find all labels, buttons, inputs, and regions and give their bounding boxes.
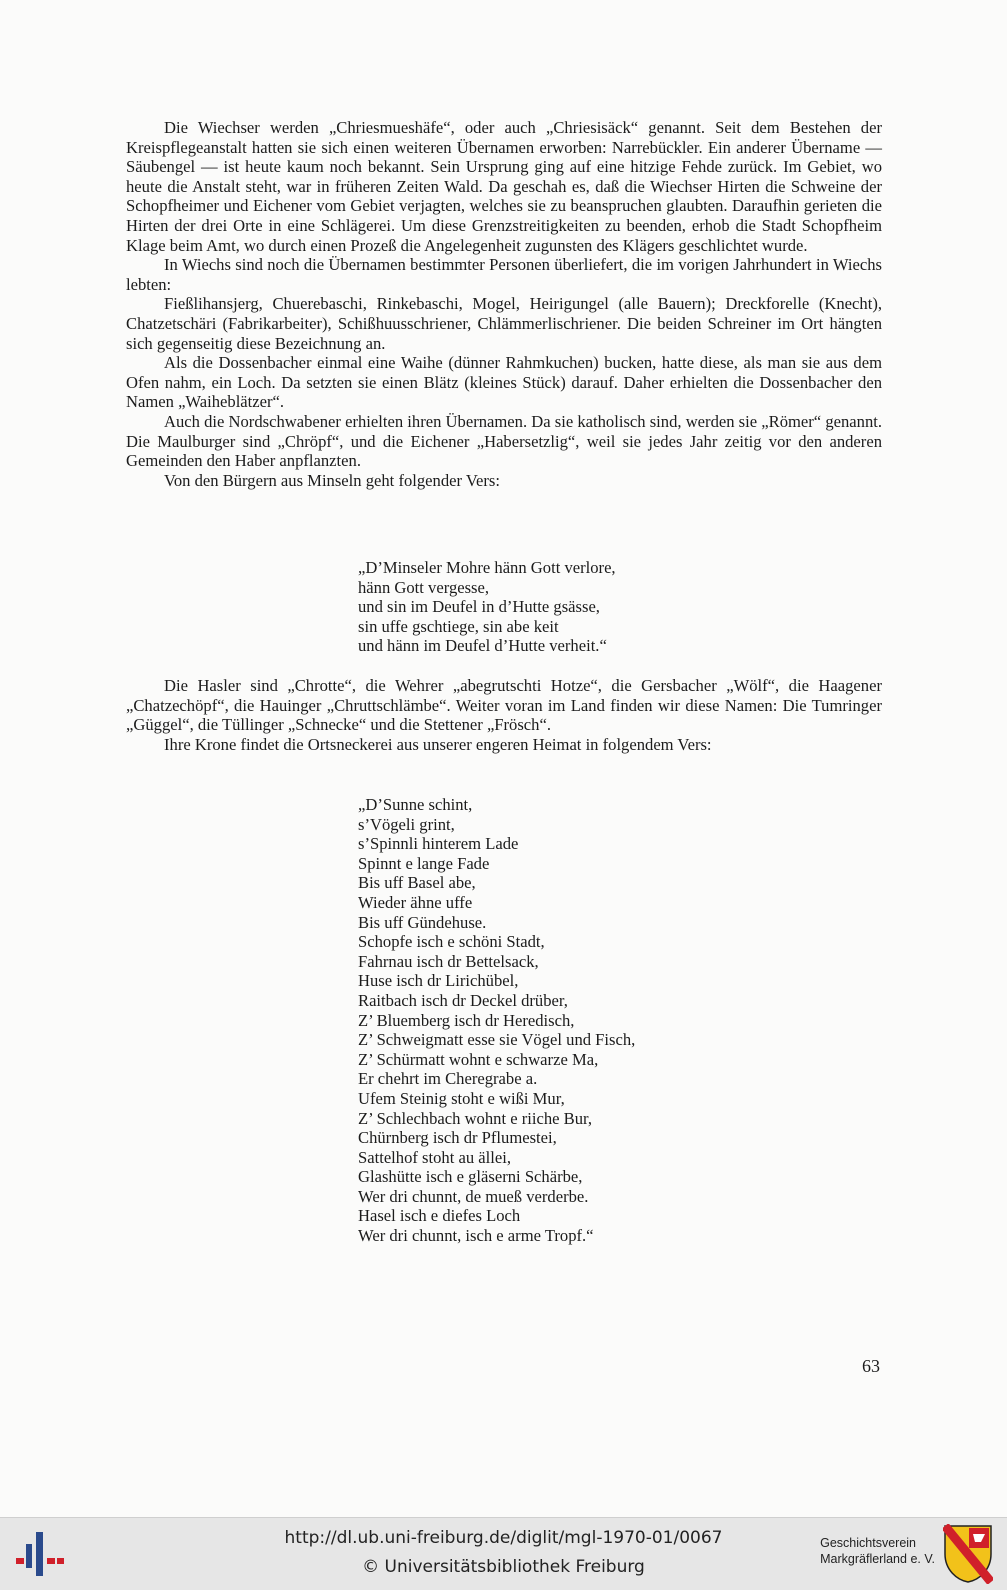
poem-line: Wer dri chunnt, de mueß verderbe. bbox=[358, 1186, 589, 1206]
poem-line: Hasel isch e diefes Loch bbox=[358, 1206, 521, 1226]
paragraph: Fießlihansjerg, Chuerebaschi, Rinkebaschi, Mogel, Heirigungel (alle Bauern); Dreckforelle (Knecht), Chatzetschäri (Fabrikarbeiter), Schißhuusschriener, Chlämmerlischriener. Die beiden Schreiner im Ort hängten sich gegenseitig diese Bezeichnung an. bbox=[126, 294, 882, 353]
poem-line: Z’ Schürmatt wohnt e schwarze Ma, bbox=[358, 1049, 599, 1069]
viewer-footer bbox=[0, 1517, 1007, 1590]
poem-line: und sin im Deufel in d’Hutte gsässe, bbox=[358, 597, 600, 617]
society-name bbox=[820, 1535, 935, 1567]
document-url-link[interactable]: http://dl.ub.uni-freiburg.de/diglit/mgl-1970-01/0067 bbox=[284, 1528, 723, 1548]
poem-ortsneckerei bbox=[358, 795, 635, 1246]
poem-line: Wer dri chunnt, isch e arme Tropf.“ bbox=[358, 1226, 594, 1246]
poem-line: „D’Sunne schint, bbox=[358, 795, 473, 814]
poem-line: Raitbach isch dr Deckel drüber, bbox=[358, 990, 568, 1010]
body-text-upper bbox=[126, 118, 882, 490]
poem-line: „D’Minseler Mohre hänn Gott verlore, bbox=[358, 558, 616, 577]
poem-line: Ufem Steinig stoht e wißi Mur, bbox=[358, 1088, 565, 1108]
poem-line: Bis uff Basel abe, bbox=[358, 873, 476, 893]
poem-line: Glashütte isch e gläserni Schärbe, bbox=[358, 1167, 583, 1187]
poem-line: Z’ Bluemberg isch dr Heredisch, bbox=[358, 1010, 575, 1030]
society-line-2: Markgräflerland e. V. bbox=[820, 1552, 935, 1566]
poem-line: Sattelhof stoht au ällei, bbox=[358, 1147, 511, 1167]
paragraph: In Wiechs sind noch die Übernamen bestimmter Personen überliefert, die im vorigen Jahrhundert in Wiechs lebten: bbox=[126, 255, 882, 294]
poem-minseln bbox=[358, 558, 616, 656]
paragraph: Die Hasler sind „Chrotte“, die Wehrer „abegrutschti Hotze“, die Gersbacher „Wölf“, die Haagener „Chatzechöpf“, die Hauinger „Chruttschlämbe“. Weiter voran im Land finden wir diese Namen: Die Tumringer „Güggel“, die Tüllinger „Schnecke“ und die Stettener „Frösch“. bbox=[126, 676, 882, 735]
poem-line: Fahrnau isch dr Bettelsack, bbox=[358, 951, 539, 971]
poem-line: Huse isch dr Lirichübel, bbox=[358, 971, 519, 991]
body-text-middle bbox=[126, 676, 882, 754]
coat-of-arms-icon[interactable] bbox=[943, 1524, 993, 1584]
poem-line: s’Vögeli grint, bbox=[358, 814, 455, 834]
paragraph: Ihre Krone findet die Ortsneckerei aus unserer engeren Heimat in folgendem Vers: bbox=[164, 734, 712, 754]
poem-line: und hänn im Deufel d’Hutte verheit.“ bbox=[358, 636, 607, 656]
poem-line: Spinnt e lange Fade bbox=[358, 853, 490, 873]
poem-line: Chürnberg isch dr Pflumestei, bbox=[358, 1128, 557, 1148]
poem-line: Schopfe isch e schöni Stadt, bbox=[358, 932, 545, 952]
society-line-1: Geschichtsverein bbox=[820, 1536, 916, 1550]
poem-line: Z’ Schlechbach wohnt e riiche Bur, bbox=[358, 1108, 593, 1128]
paragraph: Auch die Nordschwabener erhielten ihren Übernamen. Da sie katholisch sind, werden sie „Römer“ genannt. Die Maulburger sind „Chröpf“, und die Eichener „Habersetzlig“, weil sie jedes Jahr zeitig vor den anderen Gemeinden den Haber anpflanzten. bbox=[126, 411, 882, 471]
poem-line: Er chehrt im Cheregrabe a. bbox=[358, 1069, 538, 1089]
poem-line: hänn Gott vergesse, bbox=[358, 577, 490, 597]
paragraph: Die Wiechser werden „Chriesmueshäfe“, oder auch „Chriesisäck“ genannt. Seit dem Bestehen der Kreispflegeanstalt hatten sie sich einen weiteren Übernamen erworben: Narrebückler. Ein anderer Übername — Säubengel — ist heute kaum noch bekannt. Sein Ursprung ging auf eine hitzige Fehde zurück. Im Gebiet, wo heute die Anstalt steht, war in früheren Zeiten Wald. Da geschah es, daß die Wiechser Hirten die Schweine der Schopfheimer und Eichener vom Gebiet verjagten, welches sie zu beanspruchen glaubten. Daraufhin gerieten die Hirten der drei Orte in eine Schlägerei. Um diese Grenzstreitigkeiten zu beenden, erhob die Stadt Schopfheim Klage beim Amt, wo durch einen Prozeß die Angelegenheit zugunsten des Klägers geschlichtet wurde. bbox=[126, 118, 882, 255]
poem-line: Wieder ähne uffe bbox=[358, 892, 473, 912]
poem-line: Z’ Schweigmatt esse sie Vögel und Fisch, bbox=[358, 1030, 636, 1050]
poem-line: s’Spinnli hinterem Lade bbox=[358, 834, 519, 854]
paragraph: Von den Bürgern aus Minseln geht folgender Vers: bbox=[164, 470, 500, 490]
page-number: 63 bbox=[862, 1356, 880, 1376]
paragraph: Als die Dossenbacher einmal eine Waihe (dünner Rahmkuchen) bucken, hatte diese, als man sie aus dem Ofen nahm, ein Loch. Da setzten sie einen Blätz (kleines Stück) darauf. Daher erhielten die Dossenbacher den Namen „Waiheblätzer“. bbox=[126, 353, 882, 412]
copyright-notice: © Universitätsbibliothek Freiburg bbox=[362, 1557, 645, 1577]
poem-line: sin uffe gschtiege, sin abe keit bbox=[358, 616, 559, 636]
poem-line: Bis uff Gündehuse. bbox=[358, 912, 487, 932]
